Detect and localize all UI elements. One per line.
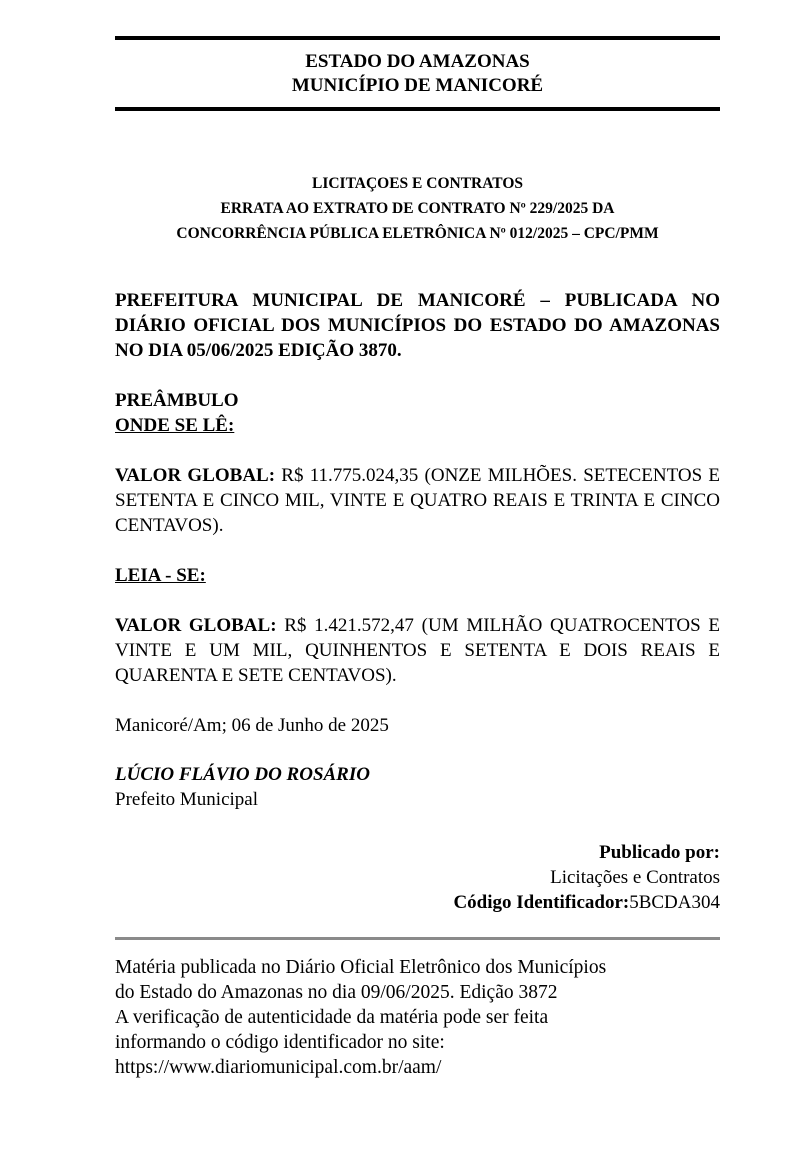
- footer-line-1: Matéria publicada no Diário Oficial Eletrônico dos Municípios: [115, 957, 607, 978]
- section-heading-line-2: ERRATA AO EXTRATO DE CONTRATO Nº 229/2025 DA: [220, 200, 615, 217]
- signer-role: Prefeito Municipal: [115, 789, 258, 810]
- published-by-block: [115, 840, 720, 915]
- header-state: ESTADO DO AMAZONAS: [305, 51, 530, 72]
- footer-line-2: do Estado do Amazonas no dia 09/06/2025. Edição 3872: [115, 982, 558, 1003]
- identifier-code-value: 5BCDA304: [629, 892, 720, 913]
- valor-global-corrected-label: VALOR GLOBAL:: [115, 615, 277, 636]
- valor-global-corrected-text: R$ 1.421.572,47 (UM MILHÃO QUATROCENTOS E VINTE E UM MIL, QUINHENTOS E SETENTA E DOIS REAIS E QUARENTA E SETE CENTAVOS).: [115, 615, 720, 686]
- preambulo-block: [115, 388, 720, 438]
- document-header: [115, 40, 720, 107]
- published-by-department: Licitações e Contratos: [550, 867, 720, 888]
- footer-line-3: A verificação de autenticidade da matéria pode ser feita: [115, 1007, 549, 1028]
- identifier-code-label: Código Identificador:: [453, 892, 630, 913]
- signer-name: LÚCIO FLÁVIO DO ROSÁRIO: [115, 764, 370, 785]
- signer-block: [115, 762, 720, 812]
- valor-global-original-label: VALOR GLOBAL:: [115, 465, 276, 486]
- section-heading-line-1: LICITAÇOES E CONTRATOS: [311, 175, 524, 192]
- header-bottom-rule: [115, 107, 720, 111]
- document-page: [115, 36, 720, 1080]
- onde-se-le-label: ONDE SE LÊ:: [115, 415, 235, 436]
- section-heading: [115, 171, 720, 246]
- valor-global-original-text: R$ 11.775.024,35 (ONZE MILHÕES. SETECENTOS E SETENTA E CINCO MIL, VINTE E QUATRO REAIS E TRINTA E CINCO CENTAVOS).: [115, 465, 720, 536]
- valor-global-corrected: [115, 613, 720, 688]
- place-and-date: Manicoré/Am; 06 de Junho de 2025: [115, 715, 389, 736]
- footer-divider: [115, 937, 720, 940]
- preambulo-title: PREÂMBULO: [115, 390, 239, 411]
- published-by-label: Publicado por:: [599, 842, 720, 863]
- leia-se-label: LEIA - SE:: [115, 565, 206, 586]
- header-municipality: MUNICÍPIO DE MANICORÉ: [291, 75, 544, 96]
- section-heading-line-3: CONCORRÊNCIA PÚBLICA ELETRÔNICA Nº 012/2025 – CPC/PMM: [176, 225, 659, 242]
- valor-global-original: [115, 463, 720, 538]
- publication-note: PREFEITURA MUNICIPAL DE MANICORÉ – PUBLICADA NO DIÁRIO OFICIAL DOS MUNICÍPIOS DO ESTADO DO AMAZONAS NO DIA 05/06/2025 EDIÇÃO 3870.: [115, 290, 720, 361]
- footer-url-link[interactable]: https://www.diariomunicipal.com.br/aam/: [115, 1057, 442, 1078]
- footer-note: [115, 955, 720, 1080]
- identifier-code-line: [115, 890, 720, 915]
- footer-line-4: informando o código identificador no site:: [115, 1032, 445, 1053]
